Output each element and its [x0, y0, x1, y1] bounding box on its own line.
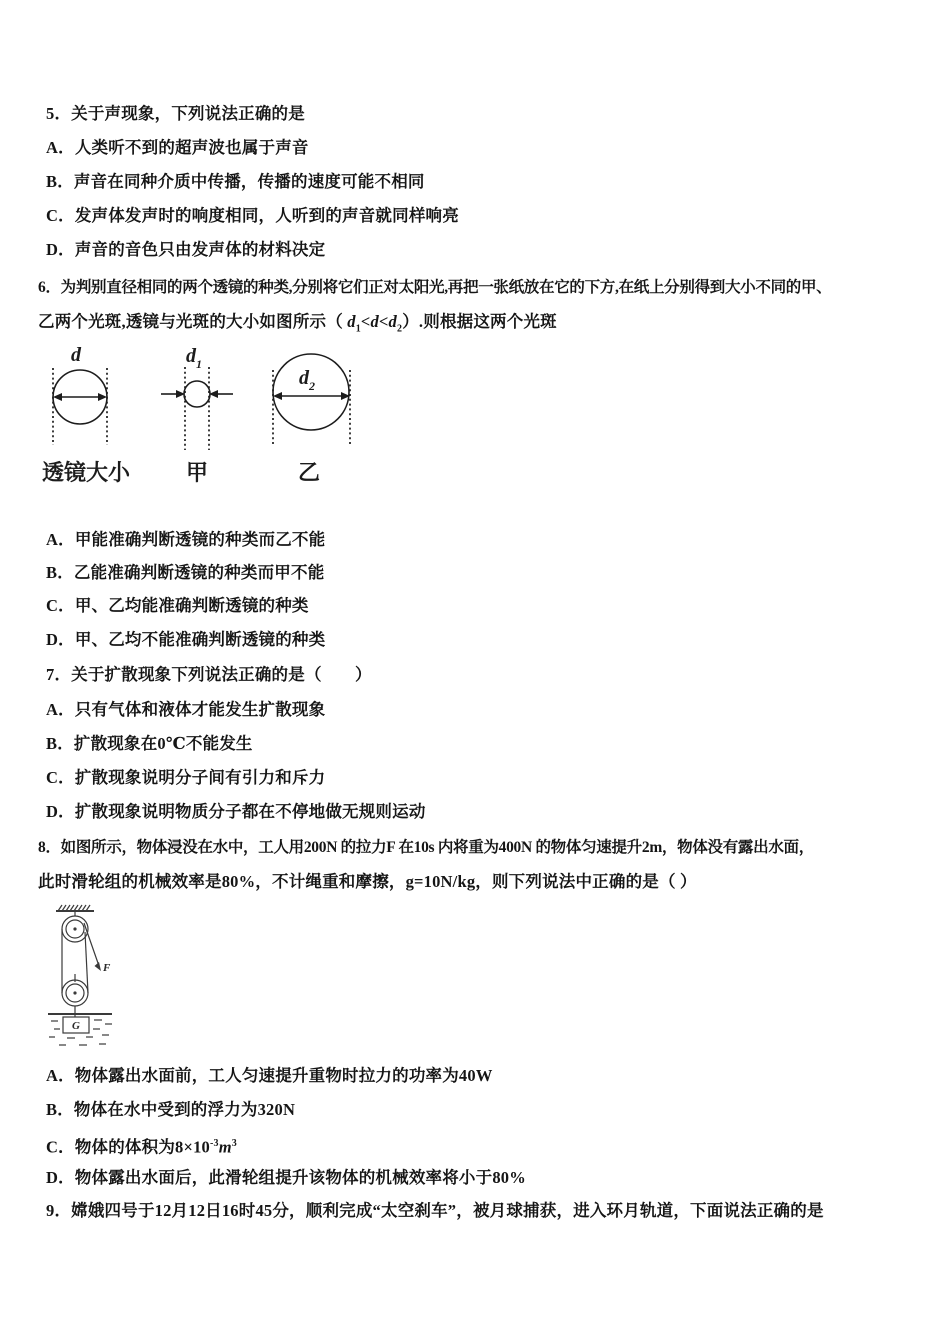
question-5-option-a: A．人类听不到的超声波也属于声音: [46, 138, 309, 157]
question-5-stem: 5．关于声现象，下列说法正确的是: [46, 104, 305, 123]
force-label: F: [103, 962, 111, 974]
question-8-stem-line2: 此时滑轮组的机械效率是80%，不计绳重和摩擦，g=10N/kg，则下列说法中正确的是（ ）: [38, 872, 697, 891]
question-7-stem: 7．关于扩散现象下列说法正确的是（ ）: [46, 665, 372, 684]
question-5-option-d: D．声音的音色只由发声体的材料决定: [46, 240, 326, 259]
lens-diameter-label: d: [71, 344, 81, 366]
question-7-option-b: B．扩散现象在0℃不能发生: [46, 734, 253, 753]
question-8-option-b: B．物体在水中受到的浮力为320N: [46, 1100, 296, 1119]
question-6-option-a: A．甲能准确判断透镜的种类而乙不能: [46, 530, 326, 549]
spot-yi-diameter-label: $d_2$: [299, 367, 315, 393]
question-8-stem-line1: 8．如图所示，物体浸没在水中，工人用200N 的拉力F 在10s 内将重为400N 的物体匀速提升2m，物体没有露出水面，: [38, 839, 814, 856]
weight-label: G: [72, 1020, 80, 1032]
lens-diagram: [40, 344, 370, 486]
question-5-option-b: B．声音在同种介质中传播，传播的速度可能不相同: [46, 172, 425, 191]
question-6-stem-line2: 乙两个光斑,透镜与光斑的大小如图所示（ $d_1<d<d_2$）.则根据这两个光斑: [38, 312, 557, 335]
caption-jia: 甲: [186, 460, 209, 485]
question-9-stem: 9．嫦娥四号于12月12日16时45分，顺利完成“太空刹车”，被月球捕获，进入环月轨道，下面说法正确的是: [46, 1201, 824, 1220]
question-8-option-a: A．物体露出水面前，工人匀速提升重物时拉力的功率为40W: [46, 1066, 493, 1085]
question-8-option-d: D．物体露出水面后，此滑轮组提升该物体的机械效率将小于80%: [46, 1168, 526, 1187]
question-7-option-c: C．扩散现象说明分子间有引力和斥力: [46, 768, 326, 787]
question-6-option-b: B．乙能准确判断透镜的种类而甲不能: [46, 563, 325, 582]
question-6-option-c: C．甲、乙均能准确判断透镜的种类: [46, 596, 309, 615]
caption-yi: 乙: [298, 460, 321, 485]
question-5-option-c: C．发声体发声时的响度相同，人听到的声音就同样响亮: [46, 206, 459, 225]
spot-jia-diameter-label: $d_1$: [186, 345, 202, 371]
pulley-diagram: [42, 898, 152, 1050]
question-6-option-d: D．甲、乙均不能准确判断透镜的种类: [46, 630, 326, 649]
question-6-stem-line1: 6．为判别直径相同的两个透镜的种类,分别将它们正对太阳光,再把一张纸放在它的下方,在纸上分别得到大小不同的甲、: [38, 279, 832, 296]
question-7-option-a: A．只有气体和液体才能发生扩散现象: [46, 700, 326, 719]
question-7-option-d: D．扩散现象说明物质分子都在不停地做无规则运动: [46, 802, 426, 821]
question-8-option-c: C．物体的体积为$8\times 10^{-3}m^3$: [46, 1137, 237, 1157]
caption-lens-size: 透镜大小: [42, 460, 131, 485]
